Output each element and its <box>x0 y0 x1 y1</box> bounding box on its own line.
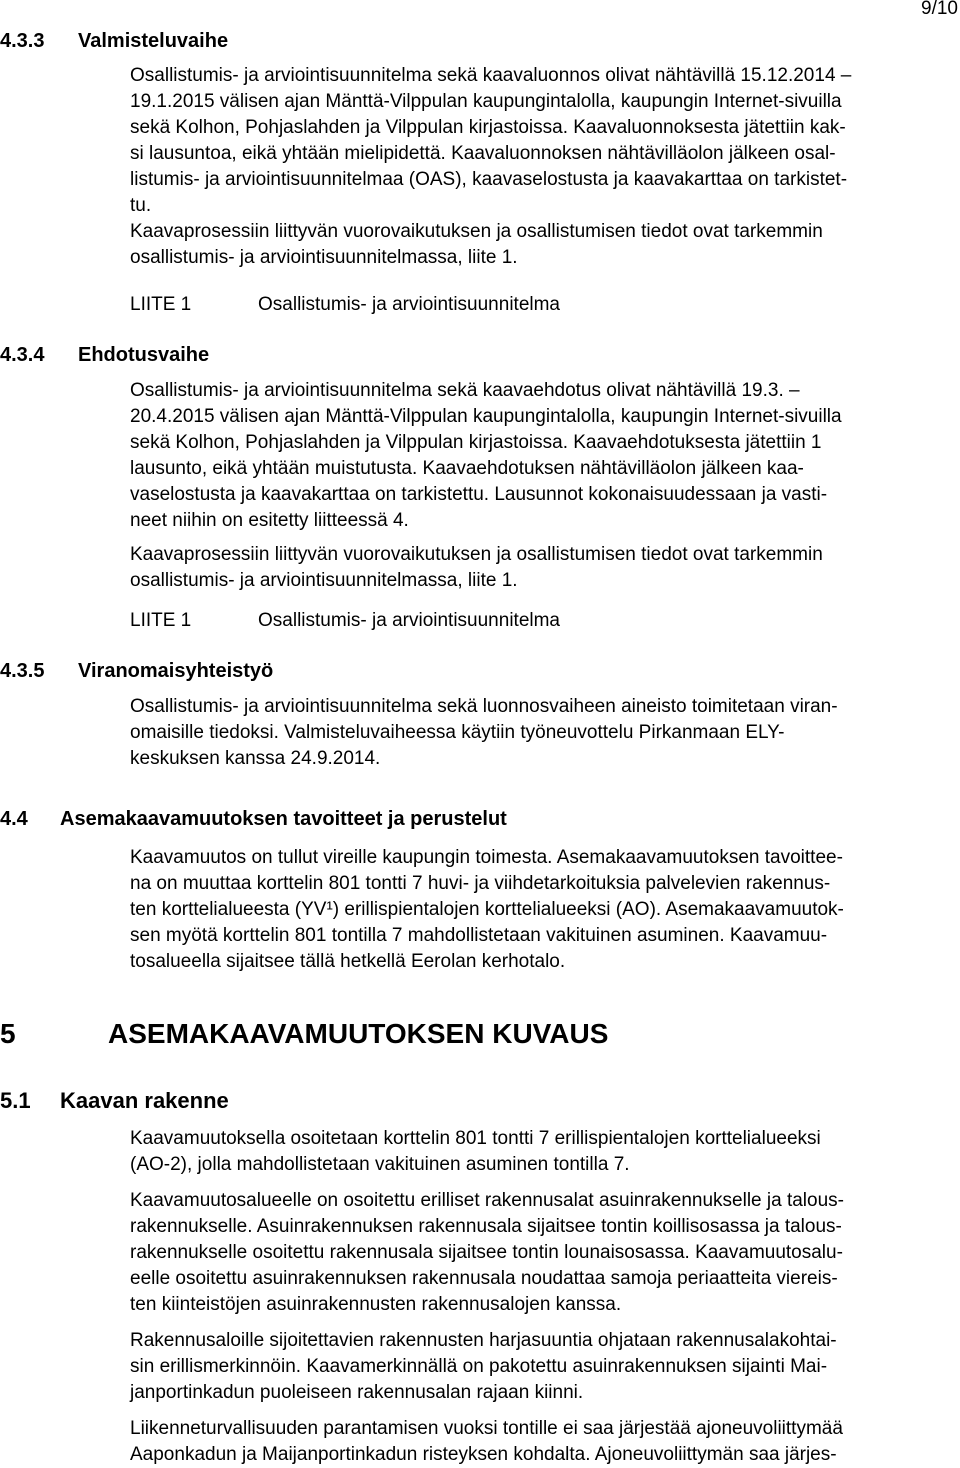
section-5-1-body <box>130 1126 956 1468</box>
paragraph: Kaavaprosessiin liittyvän vuorovaikutuksen ja osallistumisen tiedot ovat tarkemmin osallistumis- ja arviointisuunnitelmassa, liite 1. <box>130 221 823 268</box>
section-number: 4.3.3 <box>0 30 45 52</box>
appendix-label: LIITE 1 <box>130 610 192 631</box>
paragraph: Kaavamuutoksella osoitetaan korttelin 801 tontti 7 erillispientalojen korttelialueeksi (AO-2), jolla mahdollistetaan vakituinen asuminen tontilla 7. <box>130 1128 821 1175</box>
section-number: 5.1 <box>0 1088 31 1113</box>
section-title: Asemakaavamuutoksen tavoitteet ja perustelut <box>60 808 507 830</box>
paragraph: Kaavaprosessiin liittyvän vuorovaikutuksen ja osallistumisen tiedot ovat tarkemmin osallistumis- ja arviointisuunnitelmassa, liite 1. <box>130 544 823 591</box>
section-4-3-5-body <box>130 694 956 772</box>
section-number: 4.3.5 <box>0 660 45 682</box>
section-4-3-3-heading <box>0 30 228 53</box>
paragraph: Kaavamuutos on tullut vireille kaupungin toimesta. Asemakaavamuutoksen tavoittee- na on muuttaa korttelin 801 tontti 7 huvi- ja viihdetarkoituksia palvelevien rakennus- ten korttelialueesta (YV¹) erillispientalojen korttelialueeksi (AO). Asemakaavamuutok- sen myötä korttelin 801 tontilla 7 mahdollistetaan vakituinen asuminen. Kaavamuu- tosalueella sijaitsee tällä hetkellä Eerolan kerhotalo. <box>130 847 844 972</box>
section-4-3-4-heading <box>0 344 209 367</box>
section-4-3-3-body <box>130 63 956 271</box>
chapter-title: ASEMAKAAVAMUUTOKSEN KUVAUS <box>108 1018 609 1049</box>
paragraph: Rakennusaloille sijoitettavien rakennusten harjasuuntia ohjataan rakennusalakohtai- sin erillismerkinnöin. Kaavamerkinnällä on pakotettu asuinrakennuksen sijainti Mai- janportinkadun puoleiseen rakennusalan rajaan kiinni. <box>130 1330 837 1403</box>
chapter-number: 5 <box>0 1018 16 1049</box>
paragraph: Kaavamuutosalueelle on osoitettu erilliset rakennusalat asuinrakennukselle ja talous- rakennukselle. Asuinrakennuksen rakennusala sijaitsee tontin koillisosassa ja talous- rakennukselle osoitettu rakennusala sijaitsee tontin lounaisosassa. Kaavamuutosalu- eelle osoitettu asuinrakennuksen rakennusala noudattaa samoja periaatteita viereis- ten kiinteistöjen asuinrakennusten rakennusalojen kanssa. <box>130 1190 844 1315</box>
section-4-3-5-heading <box>0 660 273 683</box>
section-title: Valmisteluvaihe <box>78 30 229 52</box>
page-number: 9/10 <box>921 0 958 19</box>
section-4-4-body <box>130 845 956 975</box>
appendix-reference <box>130 294 560 316</box>
appendix-label: LIITE 1 <box>130 294 192 315</box>
paragraph: Osallistumis- ja arviointisuunnitelma sekä kaavaehdotus olivat nähtävillä 19.3. – 20.4.2015 välisen ajan Mänttä-Vilppulan kaupungintalolla, kaupungin Internet-sivuilla sekä Kolhon, Pohjaslahden ja Vilppulan kirjastoissa. Kaavaehdotuksesta jätettiin 1 lausunto, eikä yhtään muistutusta. Kaavaehdotuksen nähtävilläolon jälkeen kaa- vaselostusta ja kaavakarttaa on tarkistettu. Lausunnot kokonaisuudessaan ja vasti- neet niihin on esitetty liitteessä 4. <box>130 380 842 531</box>
section-4-4-heading <box>0 808 507 831</box>
paragraph: Liikenneturvallisuuden parantamisen vuoksi tontille ei saa järjestää ajoneuvoliittymää Aaponkadun ja Maijanportinkadun risteyksen kohdalta. Ajoneuvoliittymän saa järjes- <box>130 1418 843 1465</box>
paragraph: Osallistumis- ja arviointisuunnitelma sekä kaavaluonnos olivat nähtävillä 15.12.2014 – 19.1.2015 välisen ajan Mänttä-Vilppulan kaupungintalolla, kaupungin Internet-sivuilla sekä Kolhon, Pohjaslahden ja Vilppulan kirjastoissa. Kaavaluonnoksesta jätettiin kak- si lausuntoa, eikä yhtään mielipidettä. Kaavaluonnoksen nähtävilläolon jälkeen osal- listumis- ja arviointisuunnitelmaa (OAS), kaavaselostusta ja kaavakarttaa on tarkistet- tu. <box>130 65 852 216</box>
section-5-1-heading <box>0 1088 229 1114</box>
section-4-3-4-body <box>130 378 956 594</box>
section-number: 4.3.4 <box>0 344 45 366</box>
section-title: Viranomaisyhteistyö <box>78 660 274 682</box>
section-number: 4.4 <box>0 808 28 830</box>
appendix-title: Osallistumis- ja arviointisuunnitelma <box>258 294 560 315</box>
appendix-title: Osallistumis- ja arviointisuunnitelma <box>258 610 560 631</box>
appendix-reference <box>130 610 560 632</box>
chapter-5-heading <box>0 1018 608 1050</box>
section-title: Ehdotusvaihe <box>78 344 210 366</box>
paragraph: Osallistumis- ja arviointisuunnitelma sekä luonnosvaiheen aineisto toimitetaan viran- omaisille tiedoksi. Valmisteluvaiheessa käytiin työneuvottelu Pirkanmaan ELY- keskuksen kanssa 24.9.2014. <box>130 696 838 769</box>
section-title: Kaavan rakenne <box>60 1088 229 1113</box>
